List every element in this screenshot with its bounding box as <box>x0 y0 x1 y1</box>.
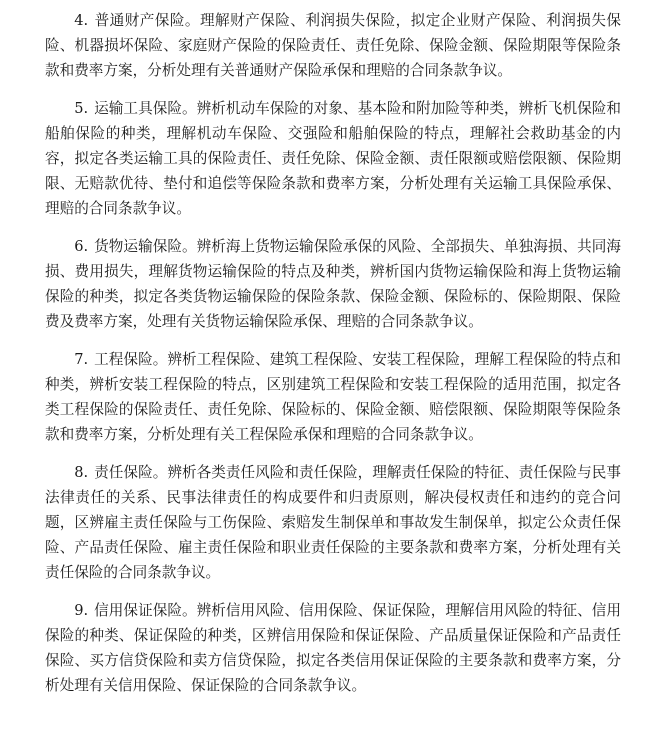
paragraph-number: 5. <box>74 100 89 117</box>
paragraph-number: 4. <box>74 12 89 29</box>
paragraph-text: 普通财产保险。理解财产保险、利润损失保险，拟定企业财产保险、利润损失保险、机器损坏保险、家庭财产保险的保险责任、责任免除、保险金额、保险期限等保险条款和费率方案，分析处理有关普通财产保险承保和理赔的合同条款争议。 <box>45 12 621 79</box>
document-body <box>45 8 621 711</box>
paragraph-6 <box>45 234 621 334</box>
paragraph-9 <box>45 598 621 698</box>
paragraph-4 <box>45 8 621 83</box>
paragraph-7 <box>45 347 621 447</box>
paragraph-text: 运输工具保险。辨析机动车保险的对象、基本险和附加险等种类，辨析飞机保险和船舶保险的种类，理解机动车保险、交强险和船舶保险的特点，理解社会救助基金的内容，拟定各类运输工具的保险责任、责任免除、保险金额、责任限额或赔偿限额、保险期限、无赔款优待、垫付和追偿等保险条款和费率方案，分析处理有关运输工具保险承保、理赔的合同条款争议。 <box>45 100 621 217</box>
paragraph-number: 8. <box>74 464 89 481</box>
paragraph-text: 信用保证保险。辨析信用风险、信用保险、保证保险，理解信用风险的特征、信用保险的种类、保证保险的种类，区辨信用保险和保证保险、产品质量保证保险和产品责任保险、买方信贷保险和卖方信贷保险，拟定各类信用保证保险的主要条款和费率方案，分析处理有关信用保险、保证保险的合同条款争议。 <box>45 602 621 694</box>
paragraph-number: 7. <box>74 351 89 368</box>
paragraph-5 <box>45 96 621 221</box>
paragraph-number: 9. <box>74 602 89 619</box>
paragraph-text: 工程保险。辨析工程保险、建筑工程保险、安装工程保险，理解工程保险的特点和种类，辨析安装工程保险的特点，区别建筑工程保险和安装工程保险的适用范围，拟定各类工程保险的保险责任、责任免除、保险标的、保险金额、赔偿限额、保险期限等保险条款和费率方案，分析处理有关工程保险承保和理赔的合同条款争议。 <box>45 351 621 443</box>
paragraph-text: 责任保险。辨析各类责任风险和责任保险，理解责任保险的特征、责任保险与民事法律责任的关系、民事法律责任的构成要件和归责原则，解决侵权责任和违约的竞合问题，区辨雇主责任保险与工伤保险、索赔发生制保单和事故发生制保单，拟定公众责任保险、产品责任保险、雇主责任保险和职业责任保险的主要条款和费率方案，分析处理有关责任保险的合同条款争议。 <box>45 464 621 581</box>
paragraph-8 <box>45 460 621 585</box>
paragraph-text: 货物运输保险。辨析海上货物运输保险承保的风险、全部损失、单独海损、共同海损、费用损失，理解货物运输保险的特点及种类，辨析国内货物运输保险和海上货物运输保险的种类，拟定各类货物运输保险的保险条款、保险金额、保险标的、保险期限、保险费及费率方案，处理有关货物运输保险承保、理赔的合同条款争议。 <box>45 238 621 330</box>
paragraph-number: 6. <box>74 238 89 255</box>
